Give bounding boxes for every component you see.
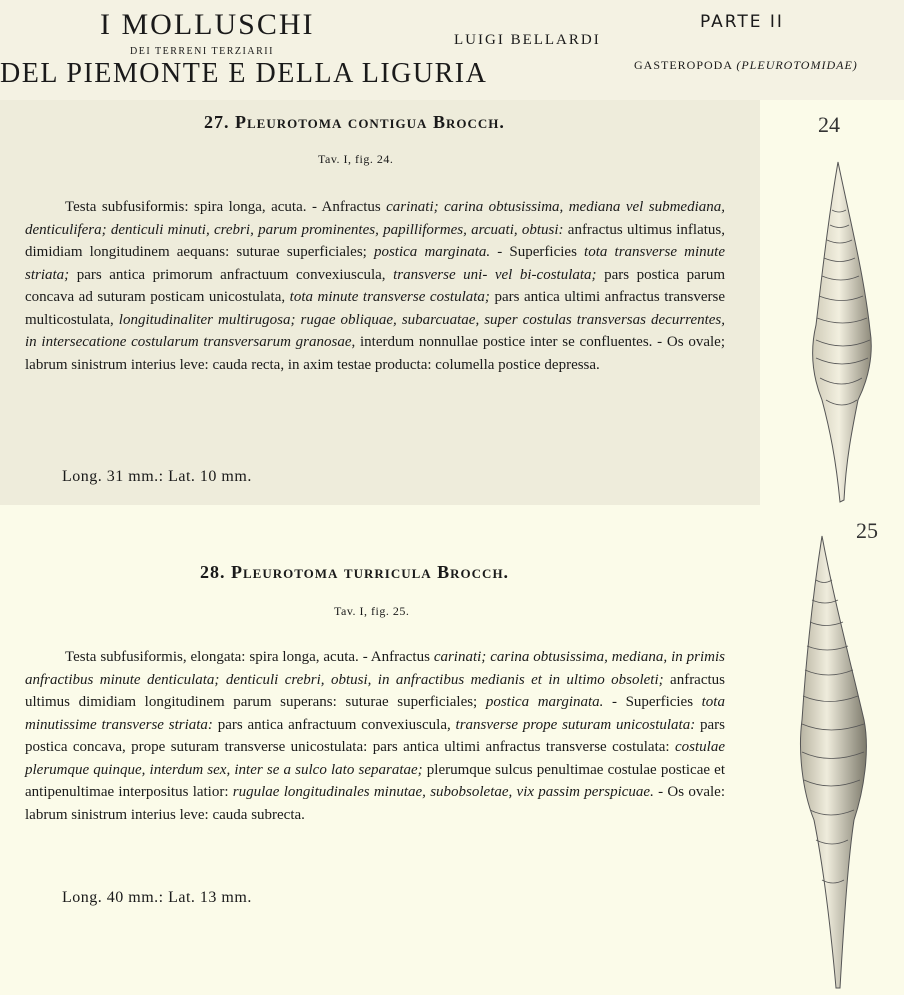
species-description: Testa subfusiformis, elongata: spira longa, acuta. - Anfractus carinati; carina obtusissima, mediana, in primis anfractibus minute denticulata; denticuli crebri, obtusi, in anfractibus medianis et in ultimo obsoleti; anfractus ultimus dimidiam longitudinem parum superans: suturae superficiales; postica marginata. - Superficies tota minutissime transverse striata: pars antica anfractuum convexiuscula, transverse prope suturam unicostulata: pars postica concava, prope suturam transverse unicostulata: pars antica ultimi anfractus transverse costulata: costulae plerumque quinque, interdum sex, inter se a sulco lato separatae; plerumque sulcus penultimae costulae posticae et antipenultimae interpositus latior: rugulae longitudinales minutae, subobsoletae, vix passim perspicuae. - Os ovale: labrum sinistrum interius leve: cauda subrecta. xyxy=(25,649,726,823)
figure-column xyxy=(760,100,904,995)
shell-illustration-25 xyxy=(760,100,904,995)
author-name: LUIGI BELLARDI xyxy=(454,32,601,48)
book-title-line2: DEL PIEMONTE E DELLA LIGURIA xyxy=(0,58,488,89)
book-title: I MOLLUSCHI xyxy=(100,8,315,41)
measurements: Long. 31 mm.: Lat. 10 mm. xyxy=(62,468,252,485)
species-description: Testa subfusiformis: spira longa, acuta. - Anfractus carinati; carina obtusissima, mediana vel submediana, denticulifera; denticuli minuti, crebri, parum prominentes, papilliformes, arcuati, obtusi: anfractus ultimus inflatus, dimidiam longitudinem aequans: suturae superficiales; postica marginata. - Superficies tota transverse minute striata; pars antica primorum anfractuum convexiuscula, transverse uni- vel bi-costulata; pars postica parum concava ad suturam posticam unicostulata, tota minute transverse costulata; pars antica ultimi anfractus transverse multicostulata, longitudinaliter multirugosa; rugae obliquae, subarcuatae, super costulas transversas decurrentes, in intersecatione costularum transversarum granosae, interdum nonnullae postice inter se confluentes. - Os ovale; labrum sinistrum interius leve: cauda recta, in axim testae producta: columella postice depressa. xyxy=(25,199,726,373)
plate-reference: Tav. I, fig. 24. xyxy=(318,152,394,166)
book-subtitle: DEI TERRENI TERZIARII xyxy=(130,46,274,57)
species-entry-28 xyxy=(0,505,760,995)
figure-number: 25 xyxy=(856,518,878,543)
figure-number: 24 xyxy=(818,112,840,137)
part-label: PARTE II xyxy=(700,12,784,32)
species-entry-27 xyxy=(0,100,760,505)
measurements: Long. 40 mm.: Lat. 13 mm. xyxy=(62,889,252,906)
family-name: (PLEUROTOMIDAE) xyxy=(736,58,858,72)
species-title: 27. Pleurotoma contigua Brocch. xyxy=(204,112,505,132)
section-label: GASTEROPODA (PLEUROTOMIDAE) xyxy=(634,58,858,72)
page-header xyxy=(0,0,904,100)
plate-reference: Tav. I, fig. 25. xyxy=(334,604,410,618)
species-title: 28. Pleurotoma turricula Brocch. xyxy=(200,562,510,582)
